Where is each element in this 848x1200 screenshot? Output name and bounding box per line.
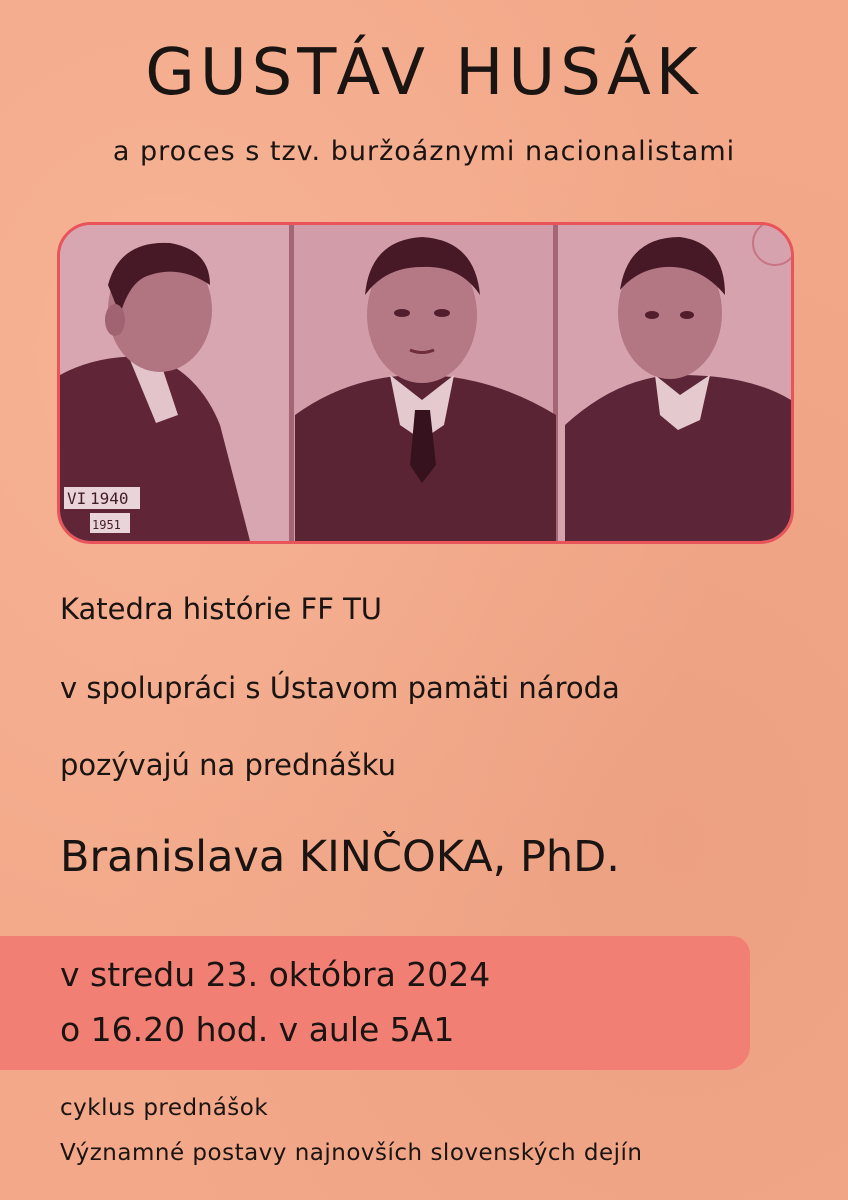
series-label: cyklus prednášok [60, 1095, 269, 1121]
svg-text:1940: 1940 [90, 489, 129, 508]
organizer-line: Katedra histórie FF TU [60, 592, 383, 626]
mugshot-photo [57, 222, 794, 544]
event-date: v stredu 23. októbra 2024 [60, 955, 491, 994]
collaboration-line: v spolupráci s Ústavom pamäti národa [60, 671, 620, 705]
svg-text:VI: VI [67, 489, 87, 508]
event-time-place: o 16.20 hod. v aule 5A1 [60, 1010, 455, 1049]
invitation-line: pozývajú na prednášku [60, 748, 396, 782]
poster-title: GUSTÁV HUSÁK [145, 36, 703, 110]
series-name: Významné postavy najnovších slovenských dejín [60, 1140, 643, 1166]
poster-subtitle: a proces s tzv. buržoáznymi nacionalistami [112, 136, 736, 167]
speaker-name: Branislava KINČOKA, PhD. [60, 832, 620, 882]
svg-text:1951: 1951 [92, 518, 121, 532]
